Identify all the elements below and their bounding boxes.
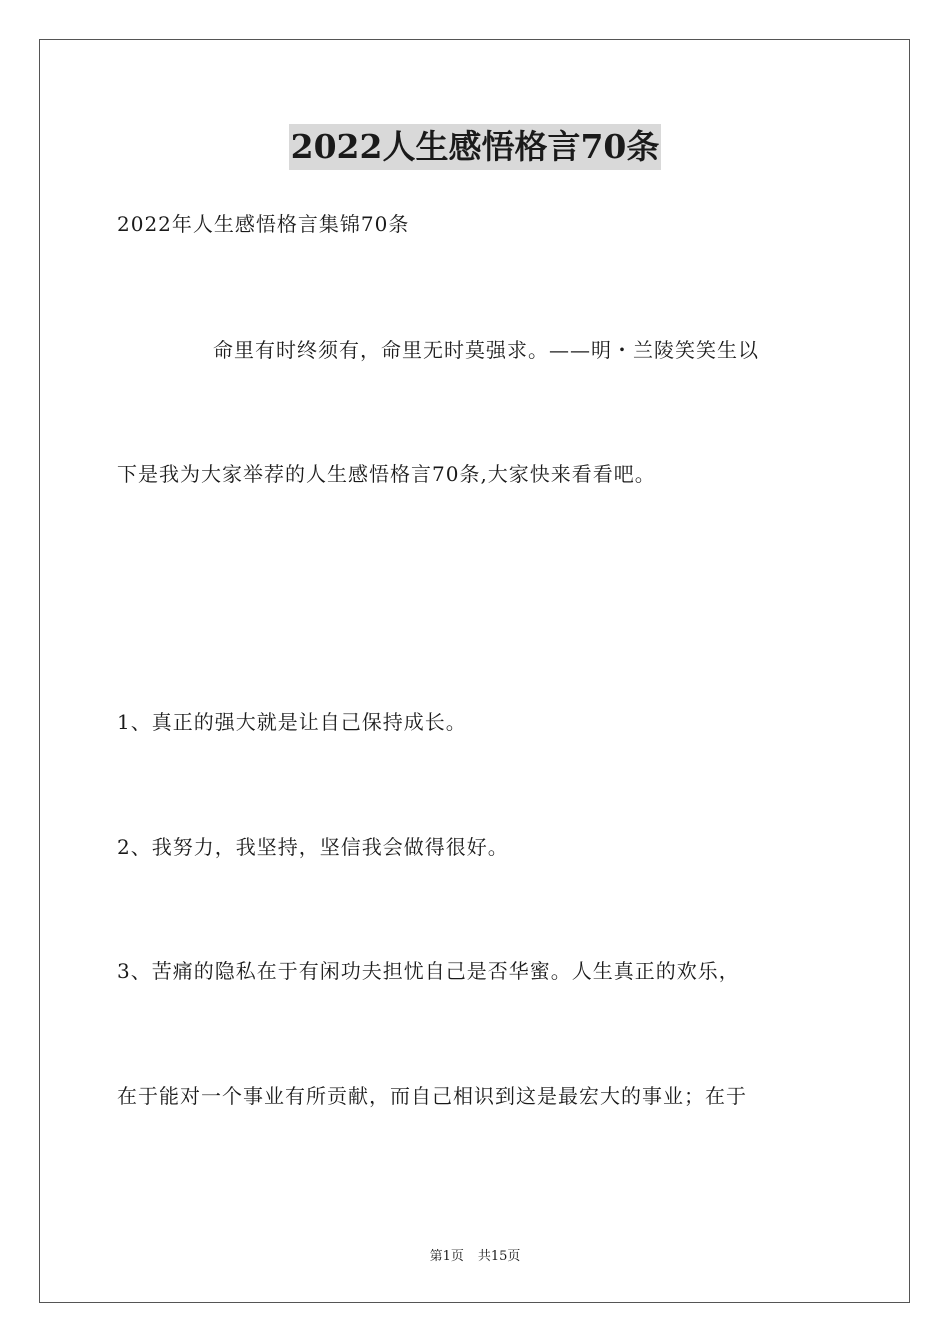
intro-line-1: 命里有时终须有，命里无时莫强求。——明・兰陵笑笑生以 — [213, 338, 759, 362]
page-total: 共15页 — [477, 1249, 521, 1264]
page-number: 第1页 — [429, 1249, 464, 1264]
quote-item-1: 1、真正的强大就是让自己保持成长。 — [117, 710, 467, 734]
page-footer — [0, 1248, 950, 1266]
quote-item-3-continued: 在于能对一个事业有所贡献，而自己相识到这是最宏大的事业；在于 — [117, 1084, 747, 1108]
quote-item-3: 3、苦痛的隐私在于有闲功夫担忧自己是否华蜜。人生真正的欢乐， — [117, 959, 740, 983]
title-container — [0, 124, 950, 170]
document-title: 2022人生感悟格言70条 — [289, 124, 662, 170]
quote-item-2: 2、我努力，我坚持，坚信我会做得很好。 — [117, 835, 509, 859]
intro-line-2: 下是我为大家举荐的人生感悟格言70条,大家快来看看吧。 — [117, 462, 656, 486]
subtitle-line: 2022年人生感悟格言集锦70条 — [117, 212, 410, 236]
